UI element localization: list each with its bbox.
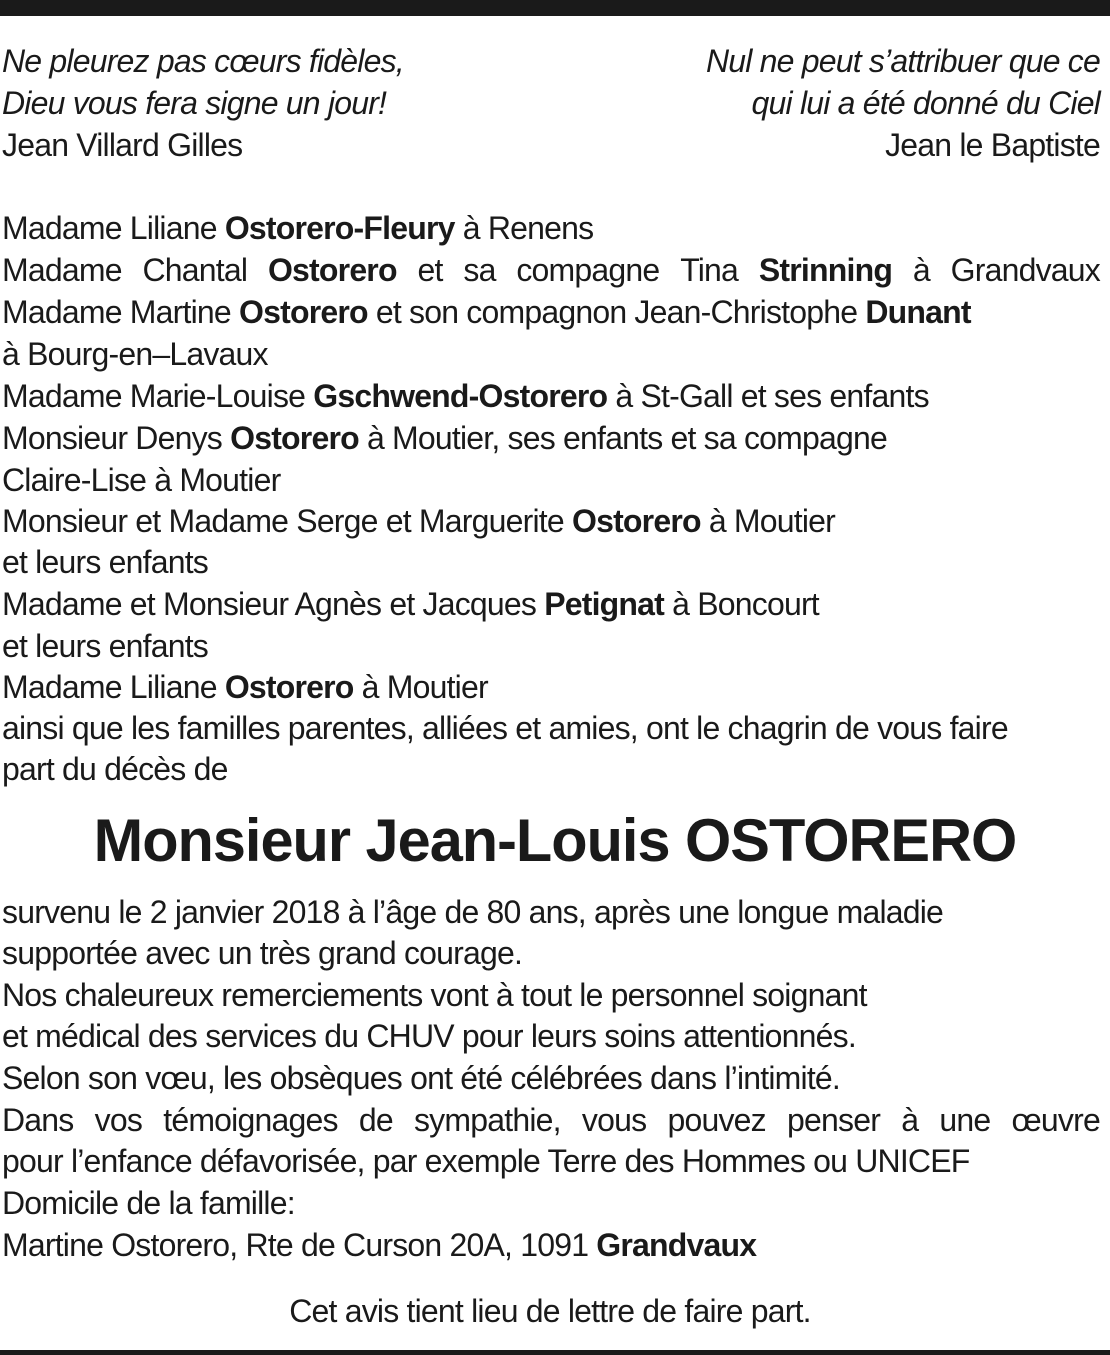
quote-left-author: Jean Villard Gilles <box>2 127 243 163</box>
surname: Petignat <box>544 586 665 622</box>
family-line-5: Madame Marie-Louise Gschwend-Ostorero à St-Gall et ses enfants <box>2 378 929 414</box>
quote-left-line-2: Dieu vous fera signe un jour! <box>2 85 387 121</box>
family-line-3: Madame Martine Ostorero et son compagnon Jean-Christophe Dunant <box>2 294 971 330</box>
family-line-7: Claire-Lise à Moutier <box>2 462 281 498</box>
deceased-name-heading: Monsieur Jean-Louis OSTORERO <box>93 807 1017 874</box>
family-line-6: Monsieur Denys Ostorero à Moutier, ses enfants et sa compagne <box>2 420 888 456</box>
quote-right-line-2: qui lui a été donné du Ciel <box>751 85 1100 121</box>
body-line-7: pour l’enfance défavorisée, par exemple Terre des Hommes ou UNICEF <box>2 1143 970 1179</box>
quote-right-author: Jean le Baptiste <box>885 127 1100 163</box>
surname: Ostorero <box>267 252 397 288</box>
closing-note: Cet avis tient lieu de lettre de faire part. <box>289 1293 811 1329</box>
town-name: Grandvaux <box>596 1227 757 1263</box>
top-border-rule <box>0 0 1110 16</box>
quote-right-line-1: Nul ne peut s’attribuer que ce <box>705 43 1100 79</box>
family-line-9: et leurs enfants <box>2 544 208 580</box>
family-line-13: ainsi que les familles parentes, alliées et amies, ont le chagrin de vous faire <box>2 710 1008 746</box>
family-line-10: Madame et Monsieur Agnès et Jacques Petignat à Boncourt <box>2 586 819 622</box>
surname: Ostorero <box>571 503 701 539</box>
body-line-1: survenu le 2 janvier 2018 à l’âge de 80 ans, après une longue maladie <box>2 894 944 930</box>
body-line-6: Dans vos témoignages de sympathie, vous pouvez penser à une œuvre <box>2 1102 1100 1138</box>
body-line-4: et médical des services du CHUV pour leurs soins attentionnés. <box>2 1018 856 1054</box>
surname: Ostorero <box>224 669 354 705</box>
family-line-1: Madame Liliane Ostorero-Fleury à Renens <box>2 210 594 246</box>
surname: Ostorero-Fleury <box>224 210 455 246</box>
body-line-2: supportée avec un très grand courage. <box>2 935 523 971</box>
family-line-12: Madame Liliane Ostorero à Moutier <box>2 669 488 705</box>
surname: Dunant <box>865 294 971 330</box>
body-line-8: Domicile de la famille: <box>2 1185 295 1221</box>
surname: Ostorero <box>230 420 359 456</box>
family-line-4: à Bourg-en–Lavaux <box>2 336 268 372</box>
surname: Strinning <box>758 252 893 288</box>
family-line-11: et leurs enfants <box>2 628 208 664</box>
surname: Ostorero <box>239 294 368 330</box>
surname: Gschwend-Ostorero <box>313 378 608 414</box>
quote-left-line-1: Ne pleurez pas cœurs fidèles, <box>2 43 404 79</box>
body-line-9: Martine Ostorero, Rte de Curson 20A, 1091 Grandvaux <box>2 1227 757 1263</box>
family-line-14: part du décès de <box>2 751 228 787</box>
family-line-8: Monsieur et Madame Serge et Marguerite Ostorero à Moutier <box>2 503 836 539</box>
family-line-2: Madame Chantal Ostorero et sa compagne Tina Strinning à Grandvaux <box>2 249 1100 291</box>
bottom-border-rule <box>0 1350 1110 1355</box>
body-line-3: Nos chaleureux remerciements vont à tout le personnel soignant <box>2 977 867 1013</box>
body-line-5: Selon son vœu, les obsèques ont été célébrées dans l’intimité. <box>2 1060 841 1096</box>
